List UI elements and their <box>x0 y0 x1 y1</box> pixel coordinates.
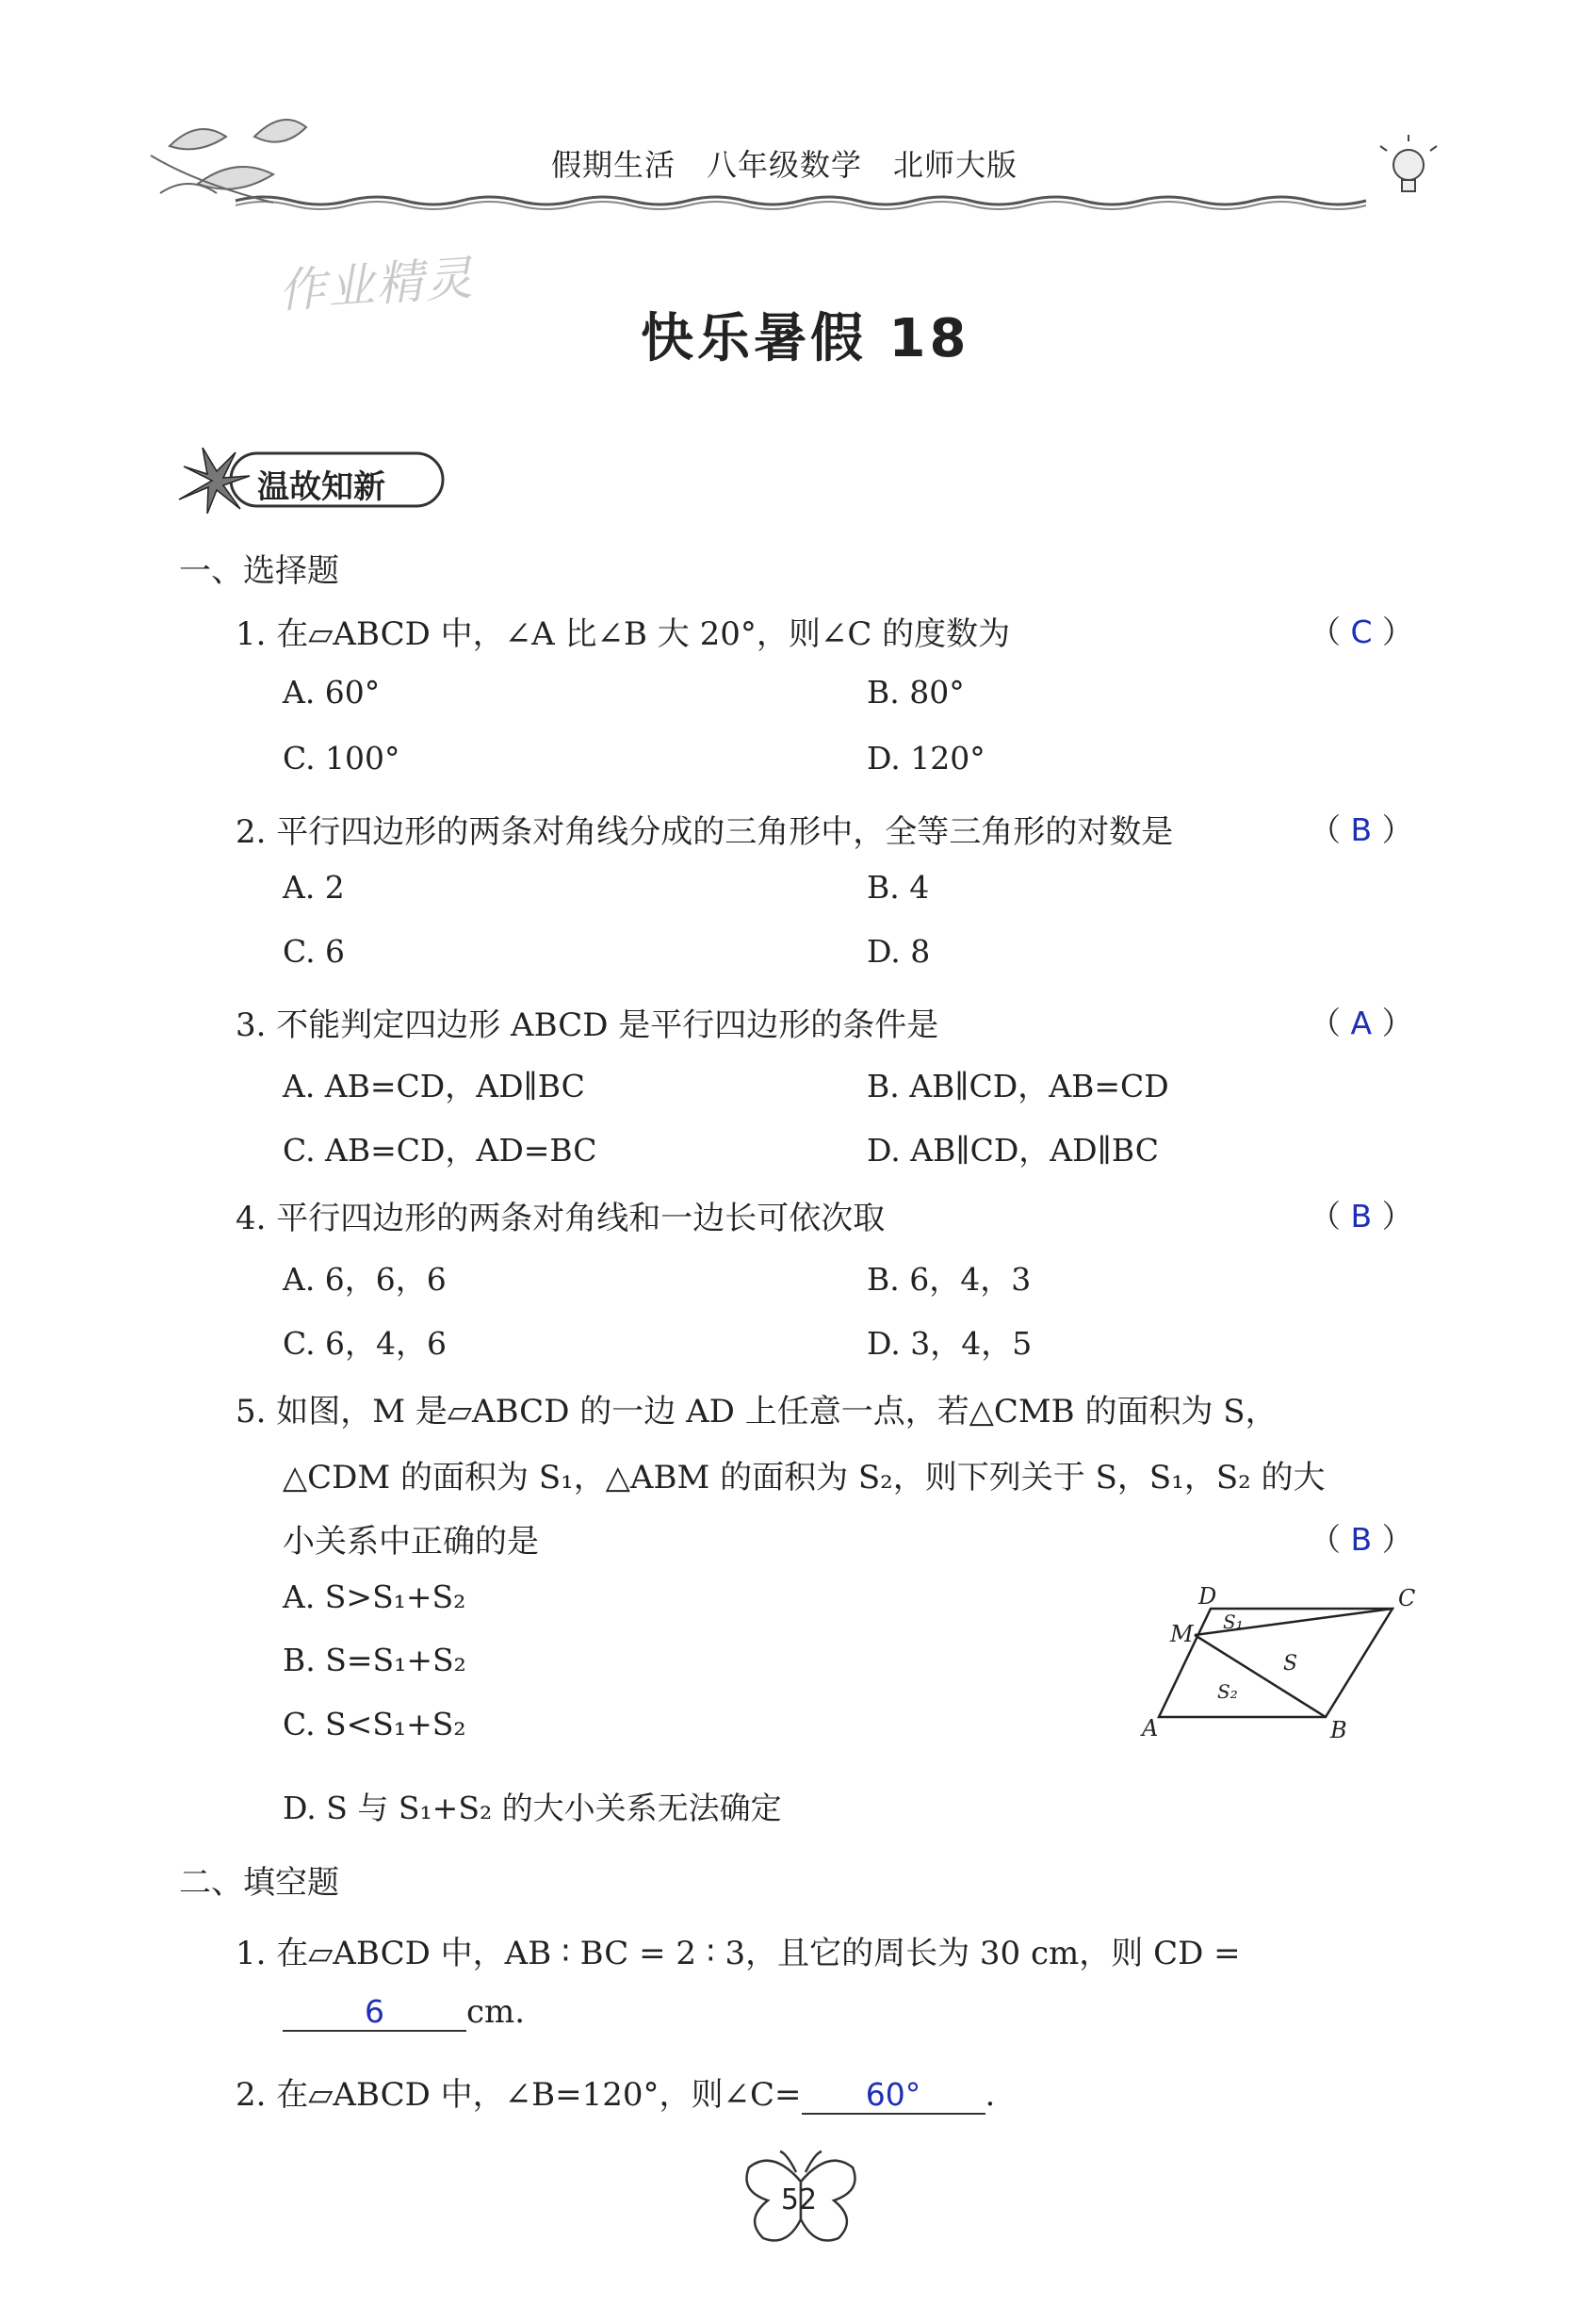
label-m: M <box>1170 1621 1194 1647</box>
lightbulb-icon <box>1380 135 1437 191</box>
q3-option-d: D. AB∥CD，AD∥BC <box>867 1132 1159 1169</box>
q5-option-a: A. S>S₁+S₂ <box>283 1578 466 1615</box>
question-2: 2. 平行四边形的两条对角线分成的三角形中，全等三角形的对数是 <box>236 813 1174 851</box>
q1-option-a: A. 60° <box>283 674 381 711</box>
q1-option-c: C. 100° <box>283 740 400 777</box>
q3-option-b: B. AB∥CD，AB=CD <box>867 1068 1169 1104</box>
q2-option-d: D. 8 <box>867 933 931 970</box>
label-d: D <box>1198 1583 1217 1610</box>
section1-heading: 一、选择题 <box>179 552 339 590</box>
q3-option-a: A. AB=CD，AD∥BC <box>283 1068 585 1104</box>
q5-option-c: C. S<S₁+S₂ <box>283 1706 466 1742</box>
label-s2: S₂ <box>1217 1680 1238 1703</box>
fill-answer-2: 60° <box>802 2076 985 2115</box>
leaf-branch-icon <box>151 120 306 203</box>
answer-3: （ A ） <box>1310 1005 1413 1041</box>
page-number: 52 <box>780 2183 818 2216</box>
question-5-line-1: 5. 如图，M 是▱ABCD 的一边 AD 上任意一点，若△CMB 的面积为 S， <box>236 1393 1278 1431</box>
section-badge <box>174 448 448 514</box>
q2-option-b: B. 4 <box>867 869 930 906</box>
q5-option-b: B. S=S₁+S₂ <box>283 1642 466 1678</box>
label-b: B <box>1330 1717 1347 1743</box>
segment-mb <box>1195 1635 1326 1717</box>
fill-answer-1: 6 <box>283 1993 466 2032</box>
label-c: C <box>1398 1585 1416 1611</box>
question-5-line-2: △CDM 的面积为 S₁，△ABM 的面积为 S₂，则下列关于 S，S₁，S₂ 的大 <box>283 1459 1326 1496</box>
q4-option-c: C. 6，4，6 <box>283 1325 448 1362</box>
q2-option-c: C. 6 <box>283 933 346 970</box>
q2-option-a: A. 2 <box>283 869 345 906</box>
fill-question-1-answer-line: 6 cm. <box>283 1993 525 2032</box>
header-title: 假期生活 八年级数学 北师大版 <box>551 147 1018 183</box>
parallelogram-figure <box>1131 1583 1441 1743</box>
label-s: S <box>1283 1652 1298 1676</box>
q1-option-d: D. 120° <box>867 740 985 777</box>
question-3: 3. 不能判定四边形 ABCD 是平行四边形的条件是 <box>236 1006 939 1044</box>
answer-5: （ B ） <box>1310 1521 1413 1558</box>
q3-option-c: C. AB=CD，AD=BC <box>283 1132 597 1169</box>
label-s1: S₁ <box>1223 1611 1244 1633</box>
question-5-line-3: 小关系中正确的是 <box>283 1523 539 1561</box>
answer-4: （ B ） <box>1310 1198 1413 1235</box>
section-badge-label: 温故知新 <box>257 468 385 506</box>
q4-option-a: A. 6，6，6 <box>283 1261 447 1298</box>
section2-heading: 二、填空题 <box>179 1864 339 1902</box>
q4-option-d: D. 3，4，5 <box>867 1325 1033 1362</box>
watermark: 作业精灵 <box>276 250 477 319</box>
fill-question-2: 2. 在▱ABCD 中，∠B=120°，则∠C= 60° . <box>236 2076 996 2114</box>
fill-question-1: 1. 在▱ABCD 中，AB ∶ BC = 2 ∶ 3，且它的周长为 30 cm，则 CD = <box>236 1935 1241 1972</box>
q4-option-b: B. 6，4，3 <box>867 1261 1032 1298</box>
answer-1: （ C ） <box>1310 613 1414 650</box>
answer-2: （ B ） <box>1310 811 1413 848</box>
header-wavy-line <box>236 197 1366 204</box>
question-4: 4. 平行四边形的两条对角线和一边长可依次取 <box>236 1200 886 1237</box>
label-a: A <box>1142 1715 1159 1742</box>
page-title: 快乐暑假 18 <box>641 308 970 369</box>
q1-option-b: B. 80° <box>867 674 965 711</box>
q5-option-d: D. S 与 S₁+S₂ 的大小关系无法确定 <box>283 1790 782 1826</box>
question-1: 1. 在▱ABCD 中，∠A 比∠B 大 20°，则∠C 的度数为 <box>236 615 1011 653</box>
